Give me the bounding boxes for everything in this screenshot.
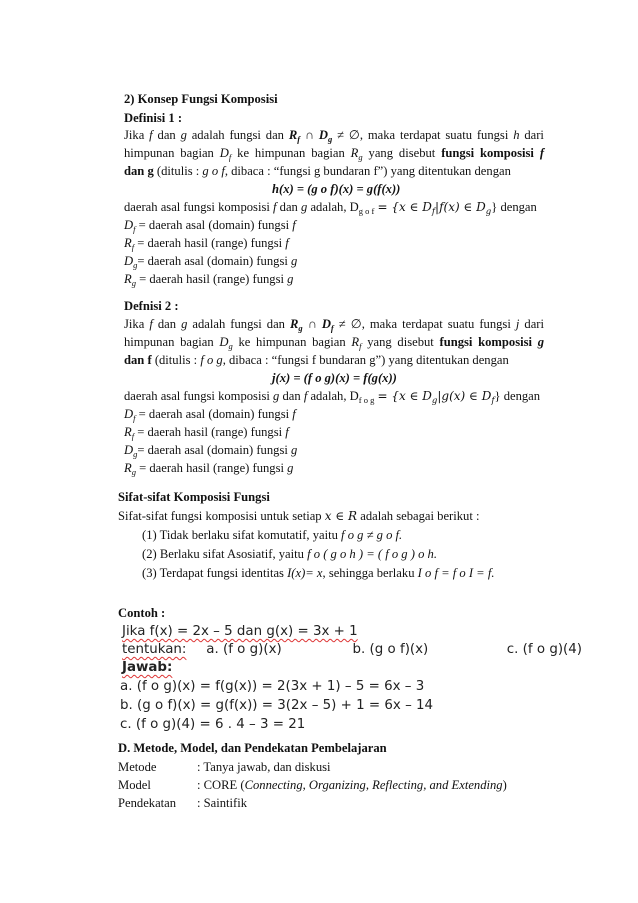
definition-1-line-3: dan g (ditulis : g o f, dibaca : “fungsi g bundaran f”) yang ditentukan dengan <box>124 164 511 178</box>
properties-intro: Sifat-sifat fungsi komposisi untuk setiap x ∈ R adalah sebagai berikut : <box>118 509 480 523</box>
definition-1-row-3: $D_g=$ daerah asal (domain) fungsi g <box>124 254 298 270</box>
definition-1-row-1: $D_f$ = daerah asal (domain) fungsi f <box>124 218 296 234</box>
definition-2-row-3: $D_g=$ daerah asal (domain) fungsi g <box>124 443 298 459</box>
section-d-title: D. Metode, Model, dan Pendekatan Pembelajaran <box>118 741 387 755</box>
definition-1-title: Definisi 1 : <box>124 111 183 125</box>
definition-1-line-1: Jika f dan g adalah fungsi dan $R_f$ ∩ $D_g$ ≠ ∅, maka terdapat suatu fungsi h dari <box>124 128 544 144</box>
definition-2-line-3: dan f (ditulis : f o g, dibaca : “fungsi f bundaran g”) yang ditentukan dengan <box>124 353 509 367</box>
definition-1-row-2: $R_f$ = daerah hasil (range) fungsi f <box>124 236 289 252</box>
example-tasks: tentukan: a. (f o g)(x) b. (g o f)(x) c. (f o g)(4) <box>122 642 583 657</box>
example-given: Jika f(x) = 2x – 5 dan g(x) = 3x + 1 <box>122 624 358 639</box>
section-d-row-method: Metode : Tanya jawab, dan diskusi <box>118 760 331 774</box>
definition-2-row-2: $R_f$ = daerah hasil (range) fungsi f <box>124 425 289 441</box>
example-answer-label: Jawab: <box>122 660 173 675</box>
properties-title: Sifat-sifat Komposisi Fungsi <box>118 490 270 504</box>
example-answer-c: c. (f o g)(4) = 6 . 4 – 3 = 21 <box>120 717 306 732</box>
definition-1-line-5: daerah asal fungsi komposisi f dan g adalah, $D_{g o f} = \{x$ ∈ $D_f|f(x)$ ∈ $D_g$} dengan <box>124 200 537 217</box>
definition-2-line-5: daerah asal fungsi komposisi g dan f adalah, $D_{f o g} = \{x$ ∈ $D_g|g(x)$ ∈ $D_f$} dengan <box>124 389 541 406</box>
definition-1-formula: h(x) = (g o f)(x) = g(f(x)) <box>272 182 401 196</box>
definition-2-formula: j(x) = (f o g)(x) = f(g(x)) <box>272 371 397 385</box>
definition-2-row-1: $D_f$ = daerah asal (domain) fungsi f <box>124 407 296 423</box>
property-item-1: (1) Tidak berlaku sifat komutatif, yaitu f o g ≠ g o f. <box>142 528 403 542</box>
example-title: Contoh : <box>118 606 166 620</box>
section-d-row-model: Model : CORE (Connecting, Organizing, Reflecting, and Extending) <box>118 778 507 792</box>
definition-2-row-4: $R_g$ = daerah hasil (range) fungsi g <box>124 461 294 477</box>
example-answer-a: a. (f o g)(x) = f(g(x)) = 2(3x + 1) – 5 = 6x – 3 <box>120 679 425 694</box>
property-item-2: (2) Berlaku sifat Asosiatif, yaitu f o ( g o h ) = ( f o g ) o h. <box>142 547 437 561</box>
section-d-row-approach: Pendekatan : Saintifik <box>118 796 248 810</box>
definition-1-row-4: $R_g$ = daerah hasil (range) fungsi g <box>124 272 294 288</box>
definition-2-line-1: Jika f dan g adalah fungsi dan $R_g$ ∩ $D_f$ ≠ ∅, maka terdapat suatu fungsi j dari <box>124 317 544 333</box>
definition-1-line-2: himpunan bagian $D_f$ ke himpunan bagian $R_g$ yang disebut fungsi komposisi f <box>124 146 545 162</box>
property-item-3: (3) Terdapat fungsi identitas I(x)= x, sehingga berlaku I o f = f o I = f. <box>142 566 495 580</box>
definition-2-title: Defnisi 2 : <box>124 299 179 313</box>
section-heading: 2) Konsep Fungsi Komposisi <box>124 92 278 106</box>
definition-2-line-2: himpunan bagian $D_g$ ke himpunan bagian $R_f$ yang disebut fungsi komposisi g <box>124 335 545 351</box>
example-answer-b: b. (g o f)(x) = g(f(x)) = 3(2x – 5) + 1 = 6x – 14 <box>120 698 434 713</box>
